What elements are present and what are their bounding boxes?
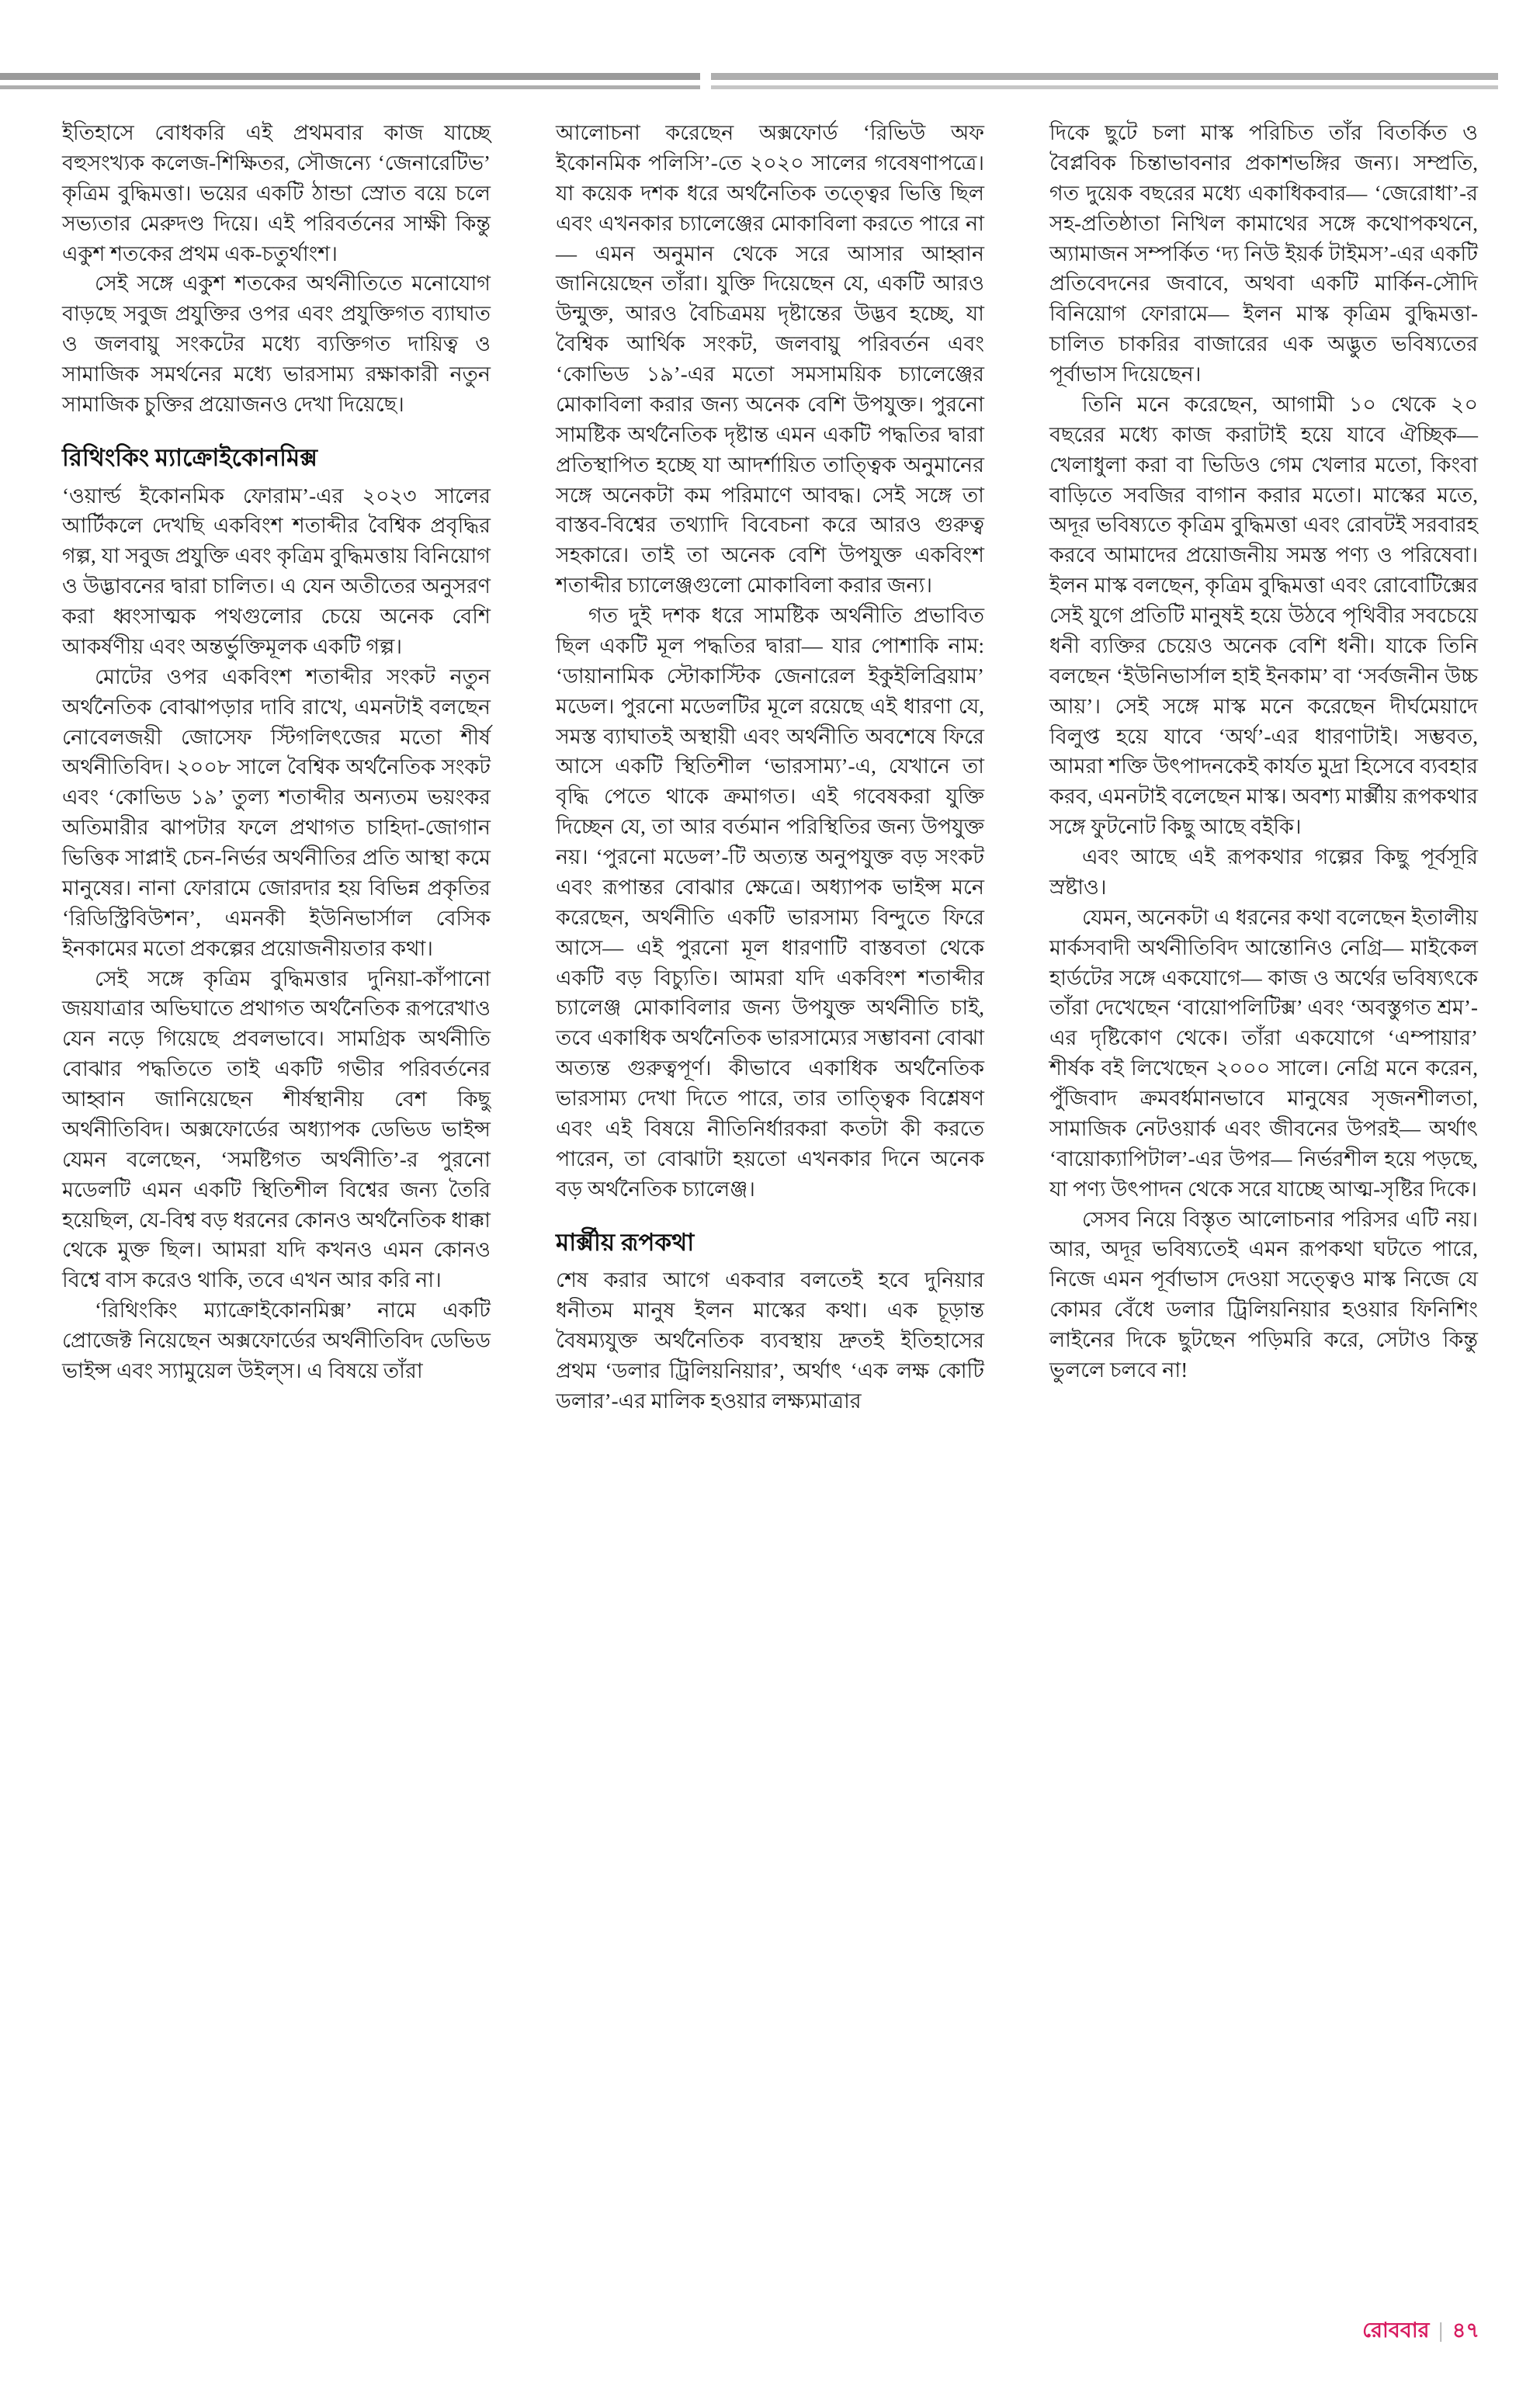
top-decorative-rules [0, 73, 1498, 89]
article-paragraph: তিনি মনে করেছেন, আগামী ১০ থেকে ২০ বছরের মধ্যে কাজ করাটাই হয়ে যাবে ঐচ্ছিক— খেলাধুলা করা বা ভিডিও গেম খেলার মতো, কিংবা বাড়িতে সবজির বাগান করার মতো। মাস্কের মতে, অদূর ভবিষ্যতে কৃত্রিম বুদ্ধিমত্তা এবং রোবটই সরবারহ করবে আমাদের প্রয়োজনীয় সমস্ত পণ্য ও পরিষেবা। ইলন মাস্ক বলছেন, কৃত্রিম বুদ্ধিমত্তা এবং রোবোটিক্সের সেই যুগে প্রতিটি মানুষই হয়ে উঠবে পৃথিবীর সবচেয়ে ধনী ব্যক্তির চেয়েও অনেক বেশি ধনী। যাকে তিনি বলছেন ‘ইউনিভার্সাল হাই ইনকাম’ বা ‘সর্বজনীন উচ্চ আয়’। সেই সঙ্গে মাস্ক মনে করেছেন দীর্ঘমেয়াদে বিলুপ্ত হয়ে যাবে ‘অর্থ’-এর ধারণাটাই। সম্ভবত, আমরা শক্তি উৎপাদনকেই কার্যত মুদ্রা হিসেবে ব্যবহার করব, এমনটাই বলেছেন মাস্ক। অবশ্য মার্ক্সীয় রূপকথার সঙ্গে ফুটনোট কিছু আছে বইকি। [1049, 392, 1478, 839]
article-column-3 [1049, 118, 1478, 1386]
horizontal-rule-right [711, 73, 1498, 80]
article-column-2 [556, 118, 984, 1417]
section-heading: রিথিংকিং ম্যাক্রোইকোনমিক্স [62, 443, 318, 471]
section-heading: মার্ক্সীয় রূপকথা [556, 1228, 695, 1256]
article-column-1 [62, 118, 491, 1386]
article-paragraph: মোটের ওপর একবিংশ শতাব্দীর সংকট নতুন অর্থনৈতিক বোঝাপড়ার দাবি রাখে, এমনটাই বলছেন নোবেলজয়ী জোসেফ স্টিগলিৎজের মতো শীর্ষ অর্থনীতিবিদ। ২০০৮ সালে বৈশ্বিক অর্থনৈতিক সংকট এবং ‘কোভিড ১৯’ তুল্য শতাব্দীর অন্যতম ভয়ংকর অতিমারীর ঝাপটার ফলে প্রথাগত চাহিদা-জোগান ভিত্তিক সাপ্লাই চেন-নির্ভর অর্থনীতির প্রতি আস্থা কমে মানুষের। নানা ফোরামে জোরদার হয় বিভিন্ন প্রকৃতির ‘রিডিস্ট্রিবিউশন’, এমনকী ইউনিভার্সাল বেসিক ইনকামের মতো প্রকল্পের প্রয়োজনীয়তার কথা। [62, 664, 491, 960]
article-paragraph: গত দুই দশক ধরে সামষ্টিক অর্থনীতি প্রভাবিত ছিল একটি মূল পদ্ধতির দ্বারা— যার পোশাকি নাম: ‘ডায়ানামিক স্টোকাস্টিক জেনারেল ইকুইলিব্রিয়াম’ মডেল। পুরনো মডেলটির মূলে রয়েছে এই ধারণা যে, সমস্ত ব্যাঘাতই অস্থায়ী এবং অর্থনীতি অবশেষে ফিরে আসে একটি স্থিতিশীল ‘ভারসাম্য’-এ, যেখানে তা বৃদ্ধি পেতে থাকে ক্রমাগত। এই গবেষকরা যুক্তি দিচ্ছেন যে, তা আর বর্তমান পরিস্থিতির জন্য উপযুক্ত নয়। ‘পুরনো মডেল’-টি অত্যন্ত অনুপযুক্ত বড় সংকট এবং রূপান্তর বোঝার ক্ষেত্রে। অধ্যাপক ভাইন্স মনে করেছেন, অর্থনীতি একটি ভারসাম্য বিন্দুতে ফিরে আসে— এই পুরনো মূল ধারণাটি বাস্তবতা থেকে একটি বড় বিচ্যুতি। আমরা যদি একবিংশ শতাব্দীর চ্যালেঞ্জ মোকাবিলার জন্য উপযুক্ত অর্থনীতি চাই, তবে একাধিক অর্থনৈতিক ভারসাম্যের সম্ভাবনা বোঝা অত্যন্ত গুরুত্বপূর্ণ। কীভাবে একাধিক অর্থনৈতিক ভারসাম্য দেখা দিতে পারে, তার তাত্ত্বিক বিশ্লেষণ এবং এই বিষয়ে নীতিনির্ধারকরা কতটা কী করতে পারেন, তা বোঝাটা হয়তো এখনকার দিনে অনেক বড় অর্থনৈতিক চ্যালেঞ্জ। [556, 604, 984, 1201]
footer-separator: | [1438, 2318, 1443, 2342]
top-rule-row-2 [0, 85, 1498, 89]
article-paragraph: ইতিহাসে বোধকরি এই প্রথমবার কাজ যাচ্ছে বহুসংখ্যক কলেজ-শিক্ষিতর, সৌজন্যে ‘জেনারেটিভ’ কৃত্রিম বুদ্ধিমত্তা। ভয়ের একটি ঠান্ডা স্রোত বয়ে চলে সভ্যতার মেরুদণ্ড দিয়ে। এই পরিবর্তনের সাক্ষী কিন্তু একুশ শতকের প্রথম এক-চতুর্থাংশ। [62, 121, 491, 265]
article-body [62, 118, 1478, 1417]
horizontal-rule-right [711, 85, 1498, 89]
article-paragraph: দিকে ছুটে চলা মাস্ক পরিচিত তাঁর বিতর্কিত ও বৈপ্লবিক চিন্তাভাবনার প্রকাশভঙ্গির জন্য। সম্প্রতি, গত দুয়েক বছরের মধ্যে একাধিকবার— ‘জেরোধা’-র সহ-প্রতিষ্ঠাতা নিখিল কামাথের সঙ্গে কথোপকথনে, অ্যামাজন সম্পর্কিত ‘দ্য নিউ ইয়র্ক টাইমস’-এর একটি প্রতিবেদনের জবাবে, অথবা একটি মার্কিন-সৌদি বিনিয়োগ ফোরামে— ইলন মাস্ক কৃত্রিম বুদ্ধিমত্তা-চালিত চাকরির বাজারের এক অদ্ভুত ভবিষ্যতের পূর্বাভাস দিয়েছেন। [1049, 121, 1478, 386]
horizontal-rule-left [0, 85, 700, 89]
top-rule-row-1 [0, 73, 1498, 80]
article-paragraph: শেষ করার আগে একবার বলতেই হবে দুনিয়ার ধনীতম মানুষ ইলন মাস্কের কথা। এক চূড়ান্ত বৈষম্যযুক্ত অর্থনৈতিক ব্যবস্থায় দ্রুতই ইতিহাসের প্রথম ‘ডলার ট্রিলিয়নিয়ার’, অর্থাৎ ‘এক লক্ষ কোটি ডলার’-এর মালিক হওয়ার লক্ষ্যমাত্রার [556, 1268, 984, 1413]
article-paragraph: যেমন, অনেকটা এ ধরনের কথা বলেছেন ইতালীয় মার্কসবাদী অর্থনীতিবিদ আন্তোনিও নেগ্রি— মাইকেল হার্ডটের সঙ্গে একযোগে— কাজ ও অর্থের ভবিষ্যৎকে তাঁরা দেখেছেন ‘বায়োপলিটিক্স’ এবং ‘অবস্তুগত শ্রম’-এর দৃষ্টিকোণ থেকে। তাঁরা একযোগে ‘এম্পায়ার’ শীর্ষক বই লিখেছেন ২০০০ সালে। নেগ্রি মনে করেন, পুঁজিবাদ ক্রমবর্ধমানভাবে মানুষের সৃজনশীলতা, সামাজিক নেটওয়ার্ক এবং জীবনের উপরই— অর্থাৎ ‘বায়োক্যাপিটাল’-এর উপর— নির্ভরশীল হয়ে পড়ছে, যা পণ্য উৎপাদন থেকে সরে যাচ্ছে আত্ম-সৃষ্টির দিকে। [1049, 905, 1478, 1201]
magazine-name: রোববার [1362, 2318, 1430, 2342]
article-paragraph: ‘ওয়ার্ল্ড ইকোনমিক ফোরাম’-এর ২০২৩ সালের আর্টিকলে দেখছি একবিংশ শতাব্দীর বৈশ্বিক প্রবৃদ্ধির গল্প, যা সবুজ প্রযুক্তি এবং কৃত্রিম বুদ্ধিমত্তায় বিনিয়োগ ও উদ্ভাবনের দ্বারা চালিত। এ যেন অতীতের অনুসরণ করা ধ্বংসাত্মক পথগুলোর চেয়ে অনেক বেশি আকর্ষণীয় এবং অন্তর্ভুক্তিমূলক একটি গল্প। [62, 484, 491, 658]
article-paragraph: সেসব নিয়ে বিস্তৃত আলোচনার পরিসর এটি নয়। আর, অদূর ভবিষ্যতেই এমন রূপকথা ঘটতে পারে, নিজে এমন পূর্বাভাস দেওয়া সত্ত্বেও মাস্ক নিজে যে কোমর বেঁধে ডলার ট্রিলিয়নিয়ার হওয়ার ফিনিশিং লাইনের দিকে ছুটছেন পড়িমরি করে, সেটাও কিন্তু ভুললে চলবে না! [1049, 1207, 1478, 1382]
page-number: ৪৭ [1452, 2318, 1479, 2342]
article-paragraph: ‘রিথিংকিং ম্যাক্রোইকোনমিক্স’ নামে একটি প্রোজেক্ট নিয়েছেন অক্সফোর্ডের অর্থনীতিবিদ ডেভিড ভাইন্স এবং স্যামুয়েল উইল্‌স। এ বিষয়ে তাঁরা [62, 1299, 491, 1382]
horizontal-rule-left [0, 73, 700, 80]
article-paragraph: সেই সঙ্গে একুশ শতকের অর্থনীতিতে মনোযোগ বাড়ছে সবুজ প্রযুক্তির ওপর এবং প্রযুক্তিগত ব্যাঘাত ও জলবায়ু সংকটের মধ্যে ব্যক্তিগত দায়িত্ব ও সামাজিক সমর্থনের মধ্যে ভারসাম্য রক্ষাকারী নতুন সামাজিক চুক্তির প্রয়োজনও দেখা দিয়েছে। [62, 272, 491, 416]
article-paragraph: এবং আছে এই রূপকথার গল্পের কিছু পূর্বসূরি স্রষ্টাও। [1049, 845, 1478, 899]
article-paragraph: সেই সঙ্গে কৃত্রিম বুদ্ধিমত্তার দুনিয়া-কাঁপানো জয়যাত্রার অভিঘাতে প্রথাগত অর্থনৈতিক রূপরেখাও যেন নড়ে গিয়েছে প্রবলভাবে। সামগ্রিক অর্থনীতি বোঝার পদ্ধতিতে তাই একটি গভীর পরিবর্তনের আহ্বান জানিয়েছেন শীর্ষস্থানীয় বেশ কিছু অর্থনীতিবিদ। অক্সফোর্ডের অধ্যাপক ডেভিড ভাইন্স যেমন বলেছেন, ‘সমষ্টিগত অর্থনীতি’-র পুরনো মডেলটি এমন একটি স্থিতিশীল বিশ্বের জন্য তৈরি হয়েছিল, যে-বিশ্ব বড় ধরনের কোনও অর্থনৈতিক ধাক্কা থেকে মুক্ত ছিল। আমরা যদি কখনও এমন কোনও বিশ্বে বাস করেও থাকি, তবে এখন আর করি না। [62, 966, 491, 1292]
page-footer [1362, 2315, 1479, 2350]
article-paragraph: আলোচনা করেছেন অক্সফোর্ড ‘রিভিউ অফ ইকোনমিক পলিসি’-তে ২০২০ সালের গবেষণাপত্রে। যা কয়েক দশক ধরে অর্থনৈতিক তত্ত্বের ভিত্তি ছিল এবং এখনকার চ্যালেঞ্জের মোকাবিলা করতে পারে না— এমন অনুমান থেকে সরে আসার আহ্বান জানিয়েছেন তাঁরা। যুক্তি দিয়েছেন যে, একটি আরও উন্মুক্ত, আরও বৈচিত্রময় দৃষ্টান্তের উদ্ভব হচ্ছে, যা বৈশ্বিক আর্থিক সংকট, জলবায়ু পরিবর্তন এবং ‘কোভিড ১৯’-এর মতো সমসাময়িক চ্যালেঞ্জের মোকাবিলা করার জন্য অনেক বেশি উপযুক্ত। পুরনো সামষ্টিক অর্থনৈতিক দৃষ্টান্ত এমন একটি পদ্ধতির দ্বারা প্রতিস্থাপিত হচ্ছে যা আদর্শায়িত তাত্ত্বিক অনুমানের সঙ্গে অনেকটা কম পরিমাণে আবদ্ধ। সেই সঙ্গে তা বাস্তব-বিশ্বের তথ্যাদি বিবেচনা করে আরও গুরুত্ব সহকারে। তাই তা অনেক বেশি উপযুক্ত একবিংশ শতাব্দীর চ্যালেঞ্জগুলো মোকাবিলা করার জন্য। [556, 121, 984, 598]
